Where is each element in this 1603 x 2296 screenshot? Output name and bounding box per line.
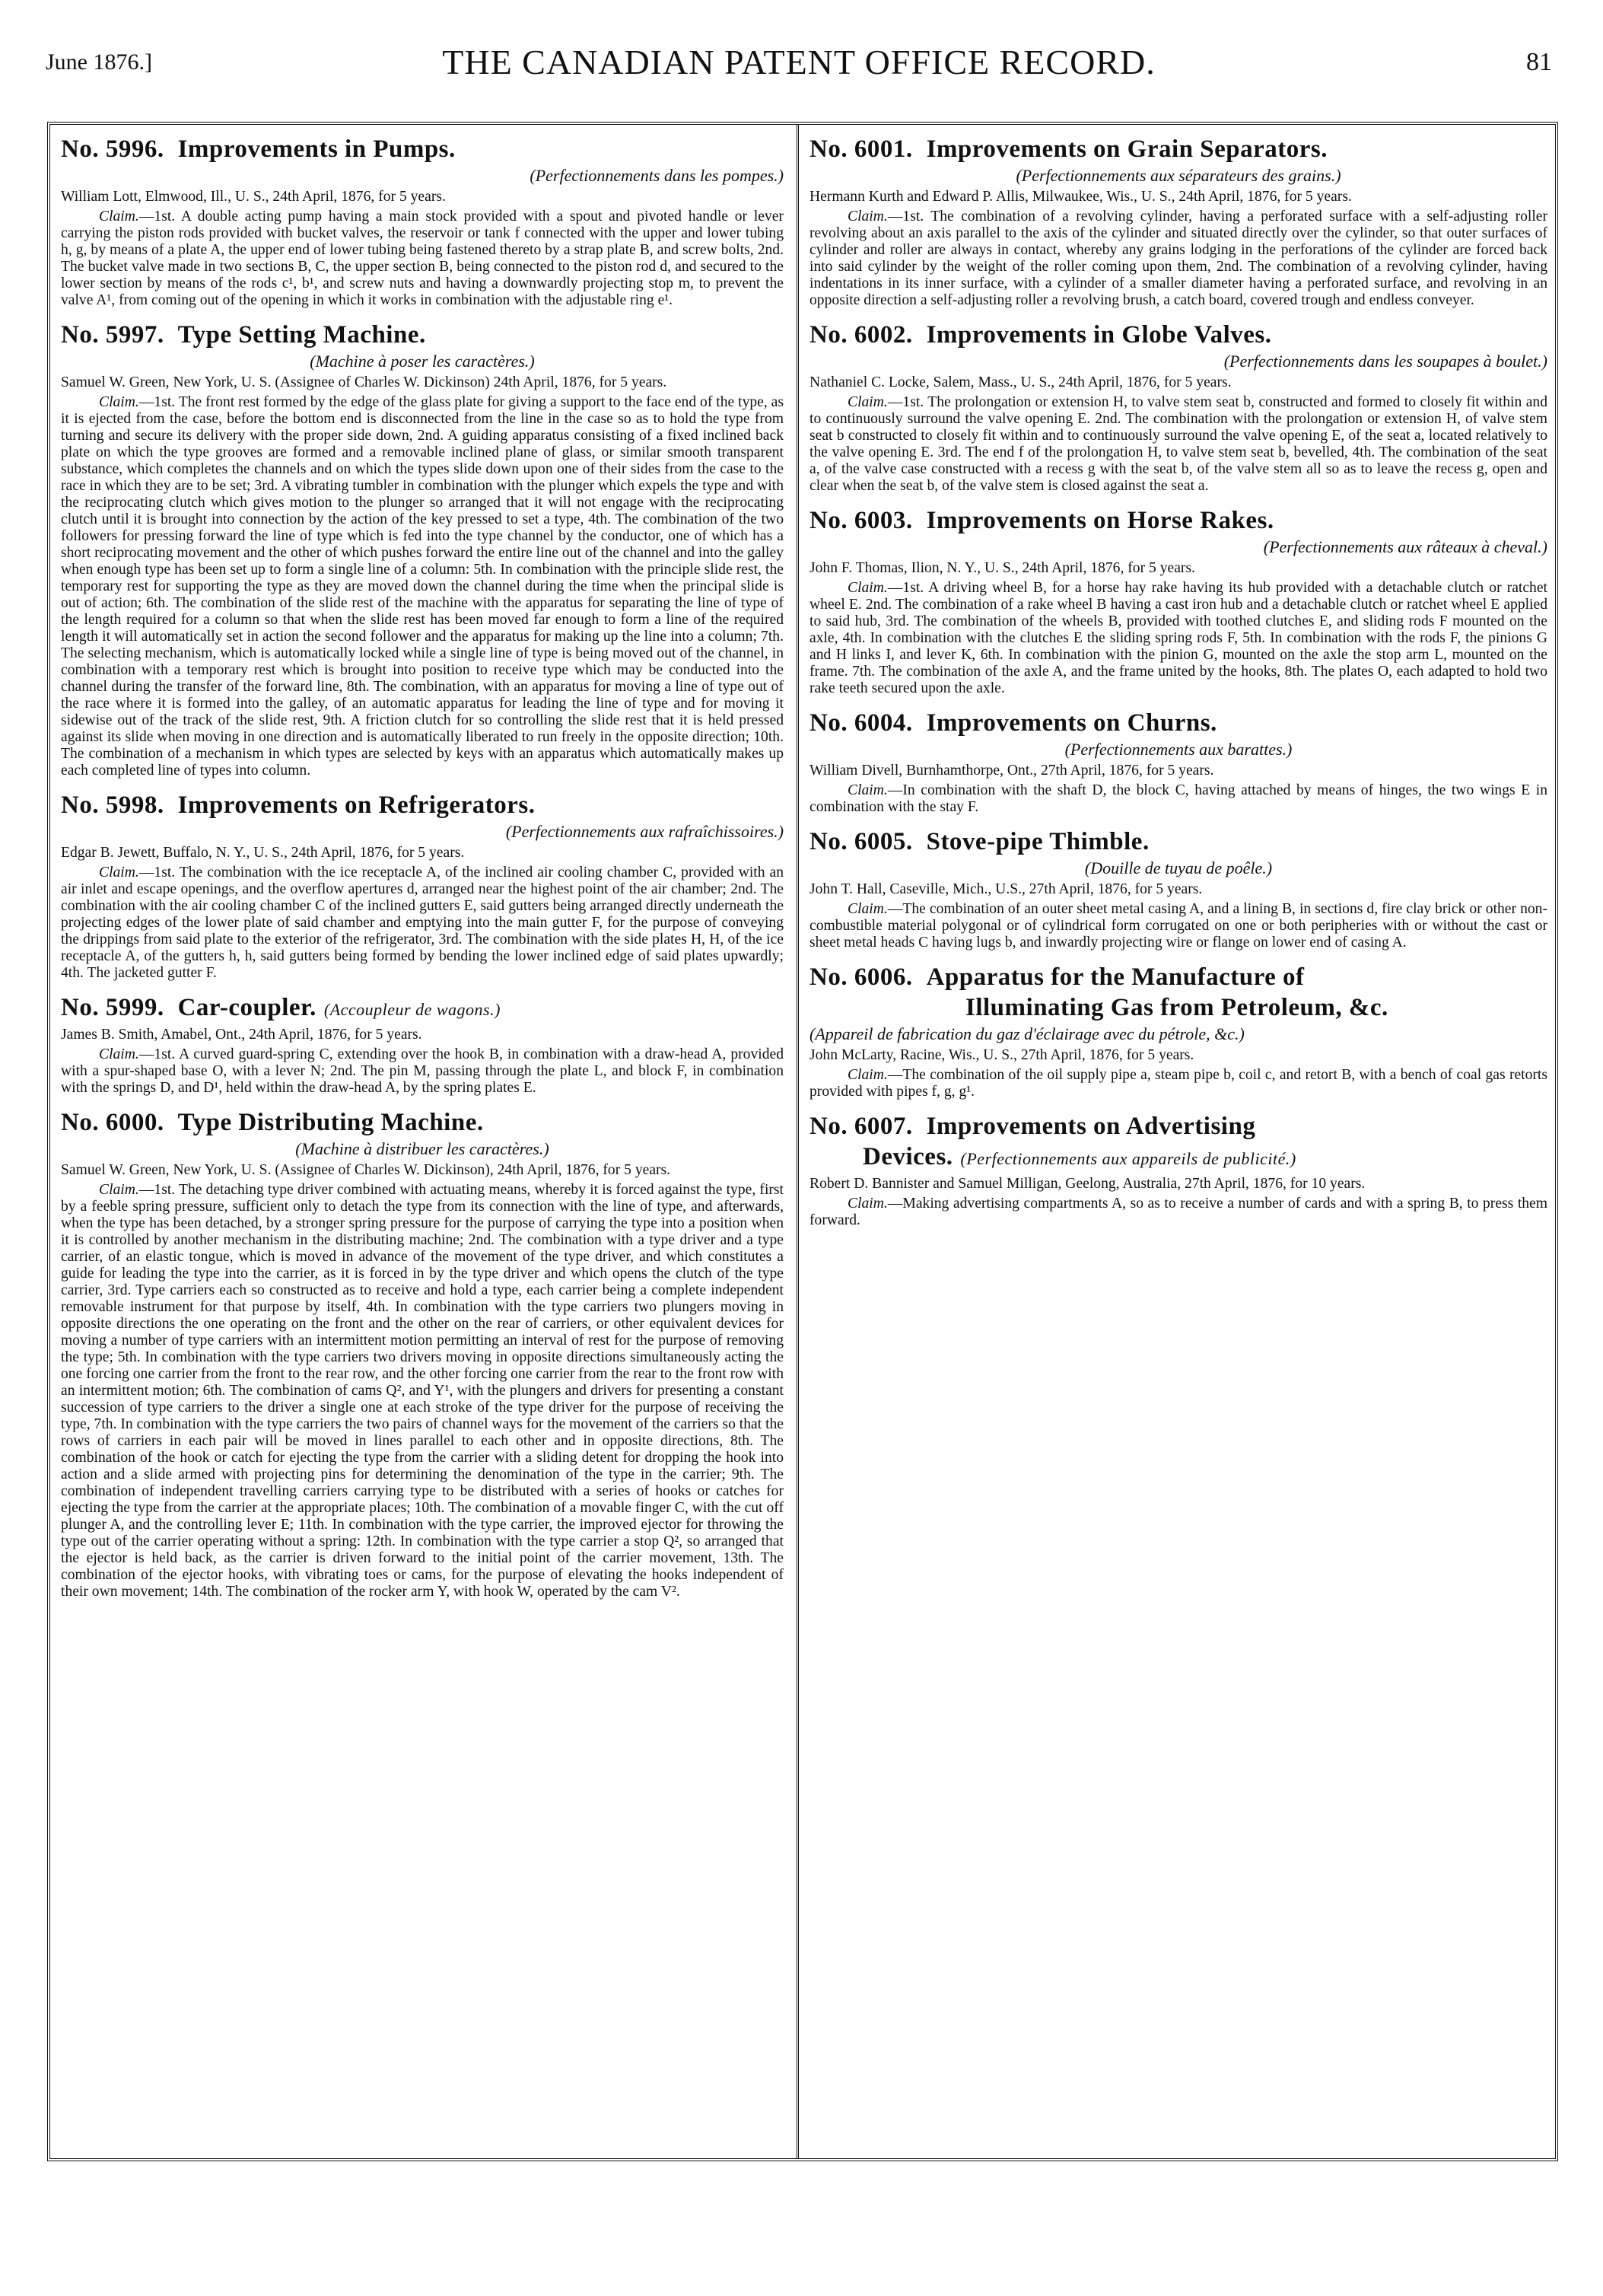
french-title: (Perfectionnements dans les pompes.): [530, 166, 784, 185]
patent-title: Improvements in Globe Valves.: [926, 321, 1272, 349]
claim-text: [61, 1182, 784, 1600]
patent-entry-6003: [809, 505, 1547, 697]
patent-number: No. 6003.: [809, 507, 913, 534]
patent-number: No. 5998.: [61, 791, 164, 819]
patent-heading: [809, 505, 1547, 536]
left-column: [61, 134, 784, 2151]
patent-number: No. 6004.: [809, 709, 913, 737]
claim-body: —1st. A double acting pump having a main stock provided with a spout and pivoted handle or lever carrying the piston rods provided with bucket valves, the reservoir or tank f connected with the upper and lower tubing h, g, by means of a plate A, the upper end of lower tubing being fastened thereto by a strap plate B, and screw bolts, 2nd. The bucket valve made in two sections B, C, the upper section B, being connected to the piston rod d, and secured to the lower section by means of the rods c¹, b¹, and screw nuts and having a downwardly projecting stop m, to prevent the valve A¹, from coming out of the opening in which it works in combination with the adjustable ring e¹.: [61, 209, 784, 308]
french-title: (Machine à poser les caractères.): [310, 352, 535, 371]
patent-entry-5996: [61, 134, 784, 309]
patent-heading: [61, 1107, 784, 1138]
inventor-line: Nathaniel C. Locke, Salem, Mass., U. S., 24th April, 1876, for 5 years.: [809, 374, 1232, 390]
publication-title: THE CANADIAN PATENT OFFICE RECORD.: [442, 43, 1156, 81]
claim-body: —1st. The combination of a revolving cylinder, having a perforated surface with a self-adjusting roller revolving about an axis parallel to the axis of the cylinder and situated directly over the cylinder, so that outer surfaces of cylinder and roller are always in contact, whereby any grains lodging in the perforations of the cylinder are forced back into said cylinder by the weight of the roller coming upon them, 2nd. The combination of a revolving cylinder, having indentations in its inner surface, with a cylinder of a smaller diameter having a perforated surface, and revolving in an opposite direction a self-adjusting roller a revolving brush, a catch board, covered trough and endless conveyer.: [809, 209, 1547, 308]
claim-text: [809, 580, 1547, 697]
claim-label: Claim.: [99, 1182, 139, 1198]
patent-number: No. 6007.: [809, 1113, 913, 1140]
patent-number: No. 6006.: [809, 963, 913, 991]
page-header: [46, 42, 1552, 95]
claim-text: [809, 1196, 1547, 1229]
claim-text: [61, 394, 784, 779]
patent-number: No. 6002.: [809, 321, 913, 349]
patent-heading: [809, 708, 1547, 738]
claim-body: —The combination of the oil supply pipe a, steam pipe b, coil c, and retort B, with a bench of coal gas retorts provided with pipes f, g, g¹.: [809, 1067, 1547, 1100]
claim-label: Claim.: [99, 1046, 139, 1062]
patent-heading: [61, 790, 784, 820]
claim-label: Claim.: [848, 901, 888, 917]
patent-title: Improvements on Refrigerators.: [177, 791, 536, 819]
french-title: (Perfectionnements aux séparateurs des grains.): [1016, 166, 1341, 185]
french-title: (Machine à distribuer les caractères.): [295, 1139, 549, 1158]
inventor-line: John T. Hall, Caseville, Mich., U.S., 27th April, 1876, for 5 years.: [809, 881, 1203, 897]
issue-date: June 1876.]: [46, 49, 152, 75]
patent-heading: [809, 826, 1547, 857]
patent-entry-6001: [809, 134, 1547, 309]
claim-text: [61, 209, 784, 309]
claim-body: —1st. The combination with the ice receptacle A, of the inclined air cooling chamber C, provided with an air inlet and escape openings, and the overflow apertures d, arranged near the highest point of the air chamber; 2nd. The combination with the air cooling chamber C of the inclined gutters E, said gutters being arranged directly underneath the projecting edges of the lower plate of said chamber and emptying into the main gutter F, for the purpose of conveying the drippings from said plate to the exterior of the refrigerator, 3rd. The combination with the side plates H, H, of the ice receptacle A, of the gutters h, h, said gutters being formed by bending the lower inclined edge of said plates upwardly; 4th. The jacketed gutter F.: [61, 865, 784, 981]
patent-number: No. 5999.: [61, 994, 164, 1021]
inventor-line: James B. Smith, Amabel, Ont., 24th April, 1876, for 5 years.: [61, 1027, 422, 1043]
claim-text: [809, 901, 1547, 951]
claim-label: Claim.: [99, 209, 139, 225]
patent-number: No. 6005.: [809, 828, 913, 855]
patent-entry-6007: [809, 1111, 1547, 1229]
patent-entry-5999: [61, 992, 784, 1097]
claim-label: Claim.: [848, 209, 888, 225]
patent-title-continued: Illuminating Gas from Petroleum, &c.: [965, 994, 1388, 1021]
inventor-line: John F. Thomas, Ilion, N. Y., U. S., 24th April, 1876, for 5 years.: [809, 560, 1195, 576]
inventor-line: William Lott, Elmwood, Ill., U. S., 24th April, 1876, for 5 years.: [61, 189, 446, 205]
patent-entry-5998: [61, 790, 784, 982]
patent-title: Stove-pipe Thimble.: [926, 828, 1150, 855]
french-title: (Appareil de fabrication du gaz d'éclairage avec du pétrole, &c.): [809, 1024, 1245, 1043]
french-title: (Perfectionnements aux râteaux à cheval.): [1263, 537, 1547, 556]
patent-heading: [809, 1111, 1547, 1174]
claim-text: [809, 782, 1547, 816]
claim-label: Claim.: [848, 394, 888, 410]
patent-title: Car-coupler.: [177, 994, 316, 1021]
patent-heading: [61, 320, 784, 350]
claim-text: [809, 394, 1547, 495]
inventor-line: Samuel W. Green, New York, U. S. (Assignee of Charles W. Dickinson), 24th April, 1876, for 5 years.: [61, 1162, 671, 1178]
french-title: (Perfectionnements aux rafraîchissoires.): [505, 822, 784, 841]
patent-title: Improvements in Pumps.: [177, 135, 456, 163]
patent-entry-6004: [809, 708, 1547, 816]
french-title: (Perfectionnements dans les soupapes à boulet.): [1223, 352, 1547, 371]
claim-label: Claim.: [99, 394, 139, 410]
french-title: (Douille de tuyau de poêle.): [1084, 858, 1273, 877]
claim-label: Claim.: [848, 1196, 888, 1212]
patent-title: Improvements on Horse Rakes.: [926, 507, 1274, 534]
claim-body: —1st. A driving wheel B, for a horse hay rake having its hub provided with a detachable clutch or ratchet wheel E. 2nd. The combination of a rake wheel B having a cast iron hub and a detachable clutch or ratchet wheel E applied to said hub, 3rd. The combination of the wheels B, provided with toothed clutches E, and sliding rods F mounted on the axle, 4th. In combination with the clutches E the sliding spring rods F, 5th. In combination with the rods F, the pinions G and H links I, and lever K, 6th. In combination with the pinion G, mounted on the axle the stop arm L, mounted on the frame. 7th. The combination of the axle A, and the frame united by the hooks, 8th. The plates O, each adapted to hold two rake teeth secured upon the axle.: [809, 580, 1547, 696]
inventor-line: Samuel W. Green, New York, U. S. (Assignee of Charles W. Dickinson) 24th April, 1876, for 5 years.: [61, 374, 667, 390]
french-title: (Perfectionnements aux barattes.): [1064, 740, 1293, 759]
patent-title: Improvements on Advertising: [926, 1113, 1256, 1140]
claim-body: —1st. A curved guard-spring C, extending over the hook B, in combination with a draw-head A, provided with a spur-shaped base O, with a lever N; 2nd. The pin M, passing through the plate L, and block F, in combination with the springs D, and D¹, held within the draw-head A, by the spring plates E.: [61, 1046, 784, 1096]
patent-entry-6006: [809, 962, 1547, 1100]
claim-text: [61, 865, 784, 982]
patent-number: No. 6000.: [61, 1109, 164, 1136]
patent-entry-6005: [809, 826, 1547, 951]
claim-label: Claim.: [99, 865, 139, 881]
inventor-line: Robert D. Bannister and Samuel Milligan, Geelong, Australia, 27th April, 1876, for 10 years.: [809, 1176, 1366, 1192]
french-title: (Accoupleur de wagons.): [323, 1000, 501, 1019]
inventor-line: William Divell, Burnhamthorpe, Ont., 27th April, 1876, for 5 years.: [809, 763, 1214, 779]
patent-heading: [61, 992, 784, 1025]
inventor-line: Edgar B. Jewett, Buffalo, N. Y., U. S., 24th April, 1876, for 5 years.: [61, 845, 465, 861]
patent-title: Type Distributing Machine.: [177, 1109, 484, 1136]
column-divider: [797, 125, 799, 2158]
patent-number: No. 5997.: [61, 321, 164, 349]
patent-number: No. 5996.: [61, 135, 164, 163]
claim-label: Claim.: [848, 782, 888, 798]
claim-body: —1st. The prolongation or extension H, to valve stem seat b, constructed and formed to closely fit within and to continuously surround the valve opening E. 2nd. The combination with the prolongation or extension H, of valve stem seat b constructed to closely fit within and to continuously surround the valve opening E, of the seat a, located relatively to the valve opening E. 3rd. The end f of the prolongation H, to valve stem seat b, bevelled, 4th. The combination of the seat a, of the valve case constructed with a recess g with the seat b, of the valve stem all so as to leave the recess g, open and clear when the seat b, of the valve stem is closed against the seat a.: [809, 394, 1547, 494]
patent-entry-6000: [61, 1107, 784, 1600]
patent-heading: [61, 134, 784, 164]
patent-heading: [809, 134, 1547, 164]
inventor-line: Hermann Kurth and Edward P. Allis, Milwaukee, Wis., U. S., 24th April, 1876, for 5 years.: [809, 189, 1352, 205]
claim-text: [809, 209, 1547, 309]
claim-body: —The combination of an outer sheet metal casing A, and a lining B, in sections d, fire clay brick or other non-combustible material polygonal or of cylindrical form corrugated on one or both peripheries with or without the cast or sheet metal heads C having lugs b, and inwardly projecting wire or flange on lower end of casing A.: [809, 901, 1547, 951]
claim-body: —Making advertising compartments A, so as to receive a number of cards and with a spring B, to press them forward.: [809, 1196, 1547, 1228]
claim-body: —In combination with the shaft D, the block C, having attached by means of hinges, the two wings E in combination with the stay F.: [809, 782, 1547, 815]
inventor-line: John McLarty, Racine, Wis., U. S., 27th April, 1876, for 5 years.: [809, 1047, 1194, 1063]
right-column: [809, 134, 1547, 2151]
claim-label: Claim.: [848, 580, 888, 596]
claim-body: —1st. The front rest formed by the edge of the glass plate for giving a support to the face end of the type, as it is ejected from the case, before the bottom end is disconnected from the line in the case so as to hold the type from turning and secure its delivery with the proper side down, 2nd. A guiding apparatus consisting of a fixed inclined back plate on which the type grooves are formed and a removable inclined plane of glass, or similar smooth transparent substance, which completes the channels and on which the types slide down upon one of their sides from the case to the race in which they are to be set; 3rd. A vibrating tumbler in combination with the plunger which expels the type and with the reciprocating clutch which gives motion to the plunger so arranged that it will not engage with the reciprocating clutch until it is brought into connection by the action of the key pressed to set a type, 4th. The combination of the two followers for pressing forward the line of type which is fed into the type channel by the conductor, one of which has a short reciprocating movement and the other of which pushes forward the entire line out of the channel and into the galley when enough type has been set up to form a single line of a column: 5th. In combination with the principle slide rest, the temporary rest for supporting the type as they are moved down the channel during the time when the principal slide is out of action; 6th. The combination of the slide rest of the machine with the apparatus for separating the line of type of the length required for a column so that when the slide rest has been moved far enough to form a line of the required length it will automatically set in action the second follower and the apparatus for making up the line into a column; 7th. The selecting mechanism, which is automatically locked while a single line of type is being moved out of the channel, in combination with a temporary rest which is brought into position to receive type which may be conducted into the channel during the transfer of the forward line, 8th. The combination, with an apparatus for moving a line of type out of the race where it is formed into the galley, of an automatic apparatus for leading the line of type and for moving it sidewise out of the track of the slide rest, 9th. A friction clutch for so controlling the slide rest that it is held pressed against its slide when moving in one direction and is automatically liberated to run freely in the opposite direction; 10th. The combination of a mechanism in which types are selected by keys with an apparatus which automatically makes up each completed line of types into column.: [61, 394, 784, 779]
claim-body: —1st. The detaching type driver combined with actuating means, whereby it is forced against the type, first by a feeble spring pressure, sufficient only to detach the type from its connection with the line of type, and afterwards, when the type has been detached, by a stronger spring pressure for the purpose of carrying the type into a position when it is controlled by another mechanism in the distributing machine; 2nd. The combination with a type driver and a type carrier, of an elastic tongue, which is moved in advance of the movement of the type driver, and which constitutes a guide for leading the type into the carrier, as it is forced in by the type driver and which opens the clutch of the type carrier, 3rd. Type carriers each so constructed as to receive and hold a type, each carrier being a complete independent removable instrument for that purpose by itself, 4th. In combination with the type carriers two plungers moving in opposite directions the one operating on the front and the other on the rear of carriers, or other equivalent devices for moving a number of type carriers with an intermittent motion permitting an interval of rest for the purpose of removing the type; 5th. In combination with the type carriers two drivers moving in opposite directions simultaneously acting the one forcing one carrier from the front to the rear row, and the other forcing one carrier from the rear to the front row with an intermittent motion; 6th. The combination of cams Q², and Y¹, with the plungers and drivers for presenting a constant succession of type carriers to the driver a single one at each stroke of the type driver for the purpose of receiving the type, 7th. In combination with the type carriers the two pairs of channel ways for the movement of the carriers so that the rows of carriers in each pair will be moved in lines parallel to each other and in opposite directions, 8th. The combination of the hook or catch for ejecting the type from the carrier with a sliding detent for dropping the hook into action and a slide armed with projecting pins for determining the denomination of the type in the carrier; 9th. The combination of independent travelling carriers carrying type to be distributed with a series of hooks or catches for ejecting the type from the carrier at the appropriate places; 10th. The combination of a movable finger C, with the cut off plunger A, and the controlling lever E; 11th. In combination with the type carrier, the improved ejector for throwing the type out of the carrier operating without a spring: 12th. In combination with the type carrier a stop Q², so arranged that the ejector is held back, as the carrier is driven forward to the initial point of the carrier movement, 13th. The combination of the ejector hooks, with vibrating toes or cams, for the purpose of elevating the hooks independent of their own movement; 14th. The combination of the rocker arm Y, with hook W, operated by the cam V².: [61, 1182, 784, 1600]
patent-number: No. 6001.: [809, 135, 913, 163]
patent-title: Type Setting Machine.: [177, 321, 426, 349]
claim-label: Claim.: [848, 1067, 888, 1083]
patent-heading: [809, 962, 1547, 1023]
french-title: (Perfectionnements aux appareils de publicité.): [960, 1149, 1296, 1168]
patent-entry-6002: [809, 320, 1547, 495]
page-number: 81: [1526, 48, 1552, 76]
patent-title-continued: Devices.: [863, 1143, 953, 1170]
patent-heading: [809, 320, 1547, 350]
claim-text: [809, 1067, 1547, 1100]
patent-title: Improvements on Grain Separators.: [926, 135, 1328, 163]
patent-title: Improvements on Churns.: [926, 709, 1217, 737]
patent-title: Apparatus for the Manufacture of: [926, 963, 1305, 991]
patent-entry-5997: [61, 320, 784, 779]
claim-text: [61, 1046, 784, 1097]
